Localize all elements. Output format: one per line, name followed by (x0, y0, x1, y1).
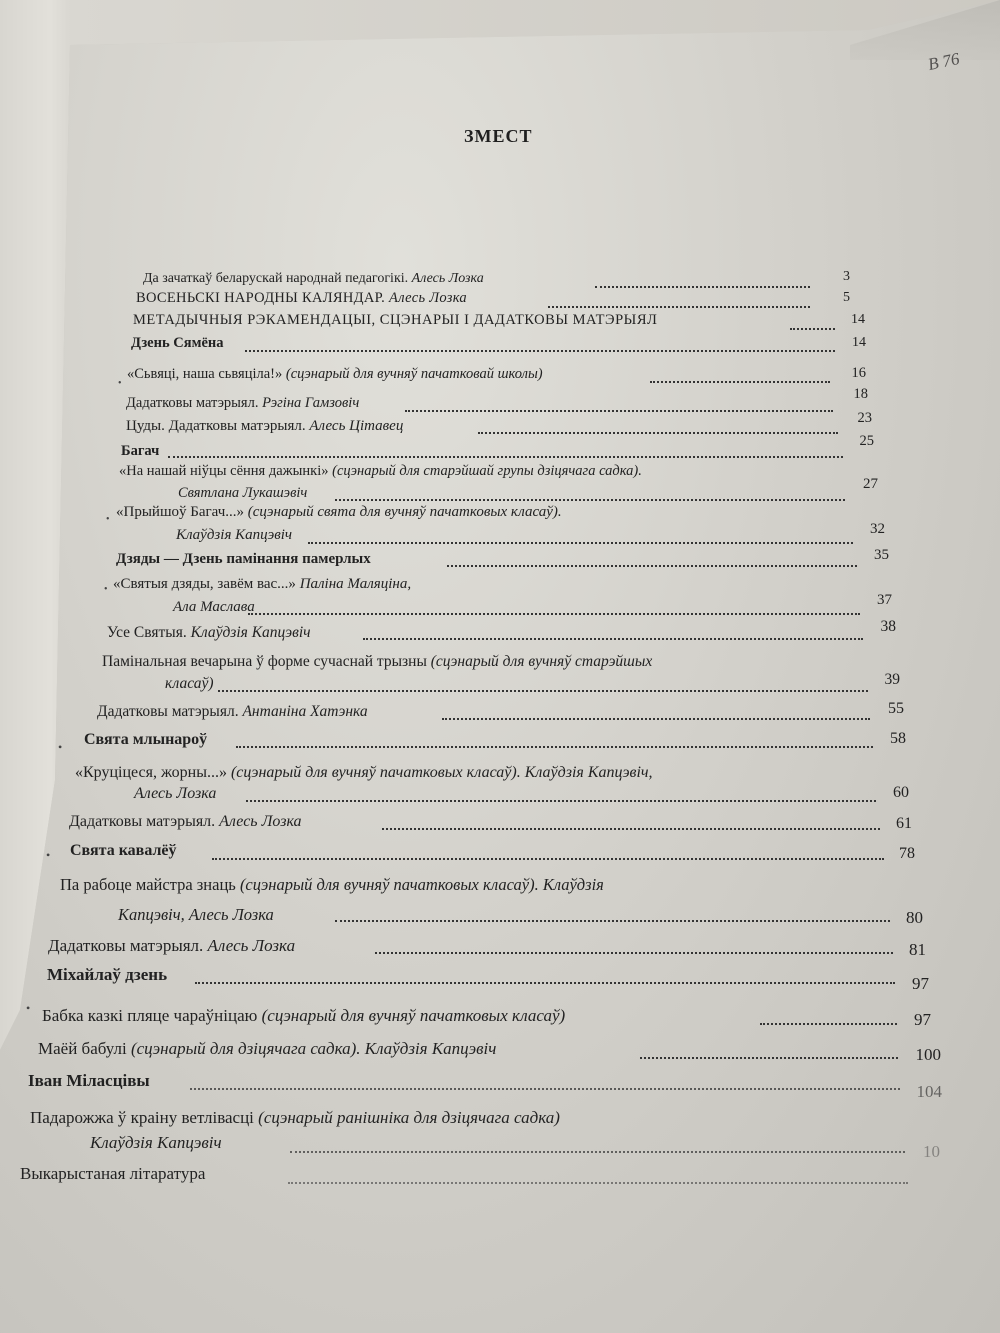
page-number: 25 (859, 433, 874, 449)
toc-entry: Па рабоце майстра знаць (сцэнарый для вучняў пачатковых класаў). Клаўдзія (60, 875, 604, 894)
dot-leader (442, 718, 870, 720)
dot-leader (288, 1182, 908, 1184)
toc-entry: «На нашай ніўцы сёння дажынкі» (сцэнарый для старэйшай групы дзіцячага садка). (119, 463, 642, 479)
toc-entry: Цуды. Дадатковы матэрыял. Алесь Цітавец (126, 418, 404, 434)
toc-entry-author: Клаўдзія Капцэвіч (90, 1133, 222, 1152)
dot-leader (760, 1023, 897, 1025)
toc-section: Свята млынароў (84, 731, 208, 748)
toc-entry: Дадатковы матэрыял. Рэгіна Гамзовіч (126, 395, 360, 411)
toc-entry-author: Ала Маслава (173, 599, 255, 615)
toc-entry: Дадатковы матэрыял. Алесь Лозка (69, 813, 302, 830)
toc-entry-author: Святлана Лукашэвіч (178, 485, 308, 501)
toc-entry: МЕТАДЫЧНЫЯ РЭКАМЕНДАЦЫІ, СЦЭНАРЫІ І ДАДАТКОВЫ МАТЭРЫЯЛ (133, 312, 658, 328)
dot-leader (335, 499, 845, 501)
bullet-mark: • (106, 514, 110, 525)
dot-leader (548, 306, 810, 308)
toc-section: Міхайлаў дзень (47, 965, 168, 984)
page-number: 38 (880, 618, 896, 635)
bullet-mark: • (26, 1001, 31, 1015)
page-number: 14 (852, 335, 866, 350)
dot-leader (405, 410, 833, 412)
page-number: 100 (915, 1045, 941, 1064)
bullet-mark: • (46, 848, 51, 862)
page-number: 14 (851, 312, 865, 327)
toc-entry: Дадатковы матэрыял. Алесь Лозка (48, 936, 296, 955)
page-number: 97 (912, 974, 929, 993)
page-number: 58 (890, 730, 906, 747)
dot-leader (640, 1057, 898, 1059)
toc-entry: Падарожжа ў краіну ветлівасці (сцэнарый ранішніка для дзіцячага садка) (30, 1108, 560, 1127)
page-number: 81 (909, 940, 926, 959)
dot-leader (650, 381, 830, 383)
page-number: 60 (893, 784, 909, 801)
dot-leader (246, 800, 876, 802)
page-number: 55 (888, 700, 904, 717)
page-number: 80 (906, 908, 923, 927)
toc-entry: Усе Святыя. Клаўдзія Капцэвіч (107, 624, 311, 641)
toc-entry-author: класаў) (165, 675, 214, 692)
toc-entry: Маёй бабулі (сцэнарый для дзіцячага садка). Клаўдзія Капцэвіч (38, 1039, 497, 1058)
dot-leader (363, 638, 863, 640)
toc-section: Дзяды — Дзень памінання памерлых (116, 551, 371, 567)
toc-entry-author: Клаўдзія Капцэвіч (176, 527, 293, 543)
corner-pencil-mark: В 76 (926, 48, 962, 75)
dot-leader (335, 920, 890, 922)
dot-leader (195, 982, 895, 984)
toc-entry: Да зачаткаў беларускай народнай педагогікі. Алесь Лозка (143, 271, 484, 286)
page-number: 23 (857, 410, 872, 426)
dot-leader (447, 565, 857, 567)
toc-section: Іван Міласцівы (28, 1071, 150, 1090)
dot-leader (308, 542, 853, 544)
toc-entry-author: Алесь Лозка (134, 785, 217, 802)
toc-entry: Выкарыстаная літаратура (20, 1164, 206, 1183)
dot-leader (382, 828, 880, 830)
page-number: 39 (884, 671, 900, 688)
dot-leader (248, 613, 860, 615)
page-number: 18 (853, 386, 868, 402)
dot-leader (218, 690, 868, 692)
dot-leader (478, 432, 838, 434)
dot-leader (245, 350, 835, 352)
page-number: 16 (851, 365, 866, 381)
dot-leader (595, 286, 810, 288)
page-number: 10 (923, 1142, 940, 1161)
dot-leader (790, 328, 835, 330)
toc-entry-author: Капцэвіч, Алесь Лозка (118, 905, 274, 924)
page-number: 78 (899, 845, 915, 862)
dot-leader (236, 746, 873, 748)
bullet-mark: • (58, 740, 63, 754)
bullet-mark: • (118, 378, 122, 389)
page-number: 5 (843, 290, 850, 305)
dot-leader (190, 1088, 900, 1090)
toc-section: Свята кавалёў (70, 842, 177, 859)
toc-entry: «Сьвяці, наша сьвяціла!» (сцэнарый для вучняў пачатковай школы) (127, 366, 543, 382)
page-number: 32 (870, 521, 885, 537)
page-number: 3 (843, 269, 850, 284)
toc-entry: «Круціцеся, жорны...» (сцэнарый для вучняў пачатковых класаў). Клаўдзія Капцэвіч, (75, 764, 653, 781)
toc-section: Багач (121, 443, 160, 459)
dot-leader (375, 952, 893, 954)
dot-leader (212, 858, 884, 860)
toc-entry: Дадатковы матэрыял. Антаніна Хатэнка (97, 703, 368, 720)
page-number: 61 (896, 815, 912, 832)
toc-entry: ВОСЕНЬСКІ НАРОДНЫ КАЛЯНДАР. Алесь Лозка (136, 290, 467, 306)
toc-entry: «Святыя дзяды, завём вас...» Паліна Маляціна, (113, 576, 412, 592)
page-number: 104 (916, 1082, 942, 1101)
page-title: ЗМЕСТ (464, 126, 533, 146)
toc-entry: Памінальная вечарына ў форме сучаснай трызны (сцэнарый для вучняў старэйшых (102, 653, 653, 670)
page-number: 97 (914, 1010, 931, 1029)
toc-entry: «Прыйшоў Багач...» (сцэнарый свята для вучняў пачатковых класаў). (116, 504, 562, 520)
toc-section: Дзень Сямёна (131, 335, 224, 351)
page-number: 35 (874, 547, 889, 563)
dot-leader (168, 456, 843, 458)
page-number: 27 (863, 476, 878, 492)
page-number: 37 (877, 592, 892, 608)
toc-entry: Бабка казкі пляце чараўніцаю (сцэнарый для вучняў пачатковых класаў) (42, 1006, 566, 1025)
dot-leader (290, 1151, 905, 1153)
bullet-mark: • (104, 584, 108, 595)
